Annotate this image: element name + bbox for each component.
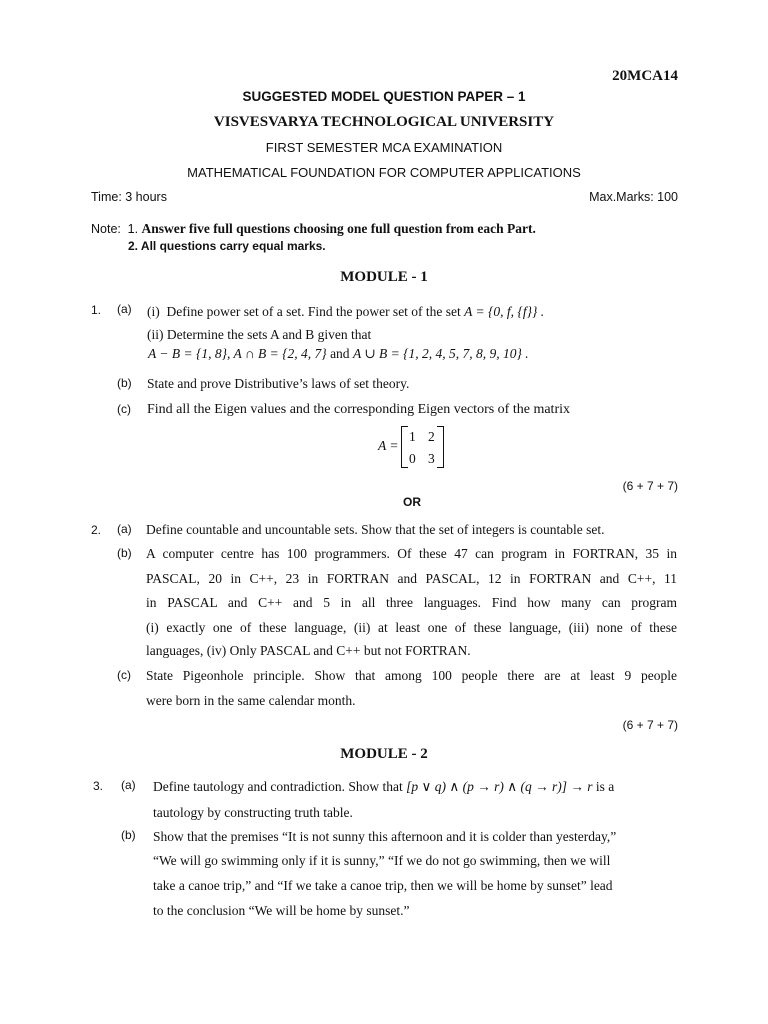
question-2c-label: (c)	[117, 668, 131, 682]
module-2-heading: MODULE - 2	[340, 746, 428, 762]
exam-time: Time: 3 hours	[91, 190, 167, 204]
question-3a-text-pre: Define tautology and contradiction. Show that	[153, 779, 403, 794]
paper-title: SUGGESTED MODEL QUESTION PAPER – 1	[242, 89, 526, 104]
question-3b-line-2: “We will go swimming only if it is sunny,” “If we do not go swimming, then we will	[153, 853, 611, 868]
subject-name: MATHEMATICAL FOUNDATION FOR COMPUTER APPLICATIONS	[187, 165, 581, 180]
matrix-left-bracket	[401, 426, 408, 468]
question-1a-i-text: Define power set of a set. Find the power set of the set	[166, 304, 461, 319]
question-1a-i-label: (i)	[147, 304, 160, 319]
note-label: Note:	[91, 222, 121, 236]
question-2-number: 2.	[91, 523, 102, 537]
question-1a-ii-sets	[148, 346, 529, 362]
question-3a-label: (a)	[121, 778, 136, 792]
note-1-number: 1.	[127, 222, 139, 236]
question-3a-line-2: tautology by constructing truth table.	[153, 805, 353, 820]
question-2-marks: (6 + 7 + 7)	[622, 718, 678, 732]
question-1a-i	[147, 304, 544, 320]
course-code: 20MCA14	[612, 68, 678, 84]
module-1-heading: MODULE - 1	[340, 269, 428, 285]
question-1-number: 1.	[91, 303, 102, 317]
matrix-cell-1-1: 1	[409, 429, 416, 444]
question-1b-label: (b)	[117, 376, 132, 390]
question-1-marks: (6 + 7 + 7)	[622, 479, 678, 493]
question-3-number: 3.	[93, 779, 104, 793]
university-name: VISVESVARYA TECHNOLOGICAL UNIVERSITY	[213, 114, 555, 130]
note-1-text: Answer five full questions choosing one full question from each Part.	[141, 221, 536, 236]
question-2c-line-1: State Pigeonhole principle. Show that among 100 people there are at least 9 people	[146, 668, 677, 683]
question-3b-line-4: to the conclusion “We will be home by sunset.”	[153, 903, 410, 918]
question-3b-label: (b)	[121, 828, 136, 842]
note-line-2: 2. All questions carry equal marks.	[128, 239, 326, 253]
question-2b-line-2: PASCAL, 20 in C++, 23 in FORTRAN and PASCAL, 12 in FORTRAN and C++, 11	[146, 571, 677, 586]
question-1a-ii-math-2: A ∪ B = {1, 2, 4, 5, 7, 8, 9, 10} .	[352, 346, 529, 361]
question-2a-label: (a)	[117, 522, 132, 536]
matrix-cell-1-2: 2	[428, 429, 435, 444]
question-2c-line-2: were born in the same calendar month.	[146, 693, 356, 708]
question-3b-line-1: Show that the premises “It is not sunny this afternoon and it is colder than yesterday,”	[153, 829, 617, 844]
question-2b-label: (b)	[117, 546, 132, 560]
question-2a-text: Define countable and uncountable sets. Show that the set of integers is countable set.	[146, 522, 605, 537]
matrix-lhs: A =	[378, 438, 399, 453]
question-3b-line-3: take a canoe trip,” and “If we take a canoe trip, then we will be home by sunset” lead	[153, 878, 613, 893]
question-3a-line-1	[153, 779, 614, 795]
question-1c-label: (c)	[117, 402, 131, 416]
question-2b-line-4: (i) exactly one of these language, (ii) at least one of these language, (iii) none of these	[146, 620, 677, 635]
or-separator: OR	[403, 495, 421, 509]
exam-name: FIRST SEMESTER MCA EXAMINATION	[265, 140, 503, 155]
question-1a-ii: (ii) Determine the sets A and B given that	[147, 327, 372, 342]
question-3a-text-post: is a	[595, 779, 615, 794]
question-3a-formula: [p ∨ q) ∧ (p → r) ∧ (q → r)] → r	[406, 779, 593, 794]
question-1a-label: (a)	[117, 302, 132, 316]
question-1b-text: State and prove Distributive’s laws of set theory.	[147, 376, 410, 391]
question-2b-line-5: languages, (iv) Only PASCAL and C++ but not FORTRAN.	[146, 643, 471, 658]
matrix-right-bracket	[437, 426, 444, 468]
question-1a-ii-math-1: A − B = {1, 8}, A ∩ B = {2, 4, 7}	[148, 346, 327, 361]
question-1a-i-math: A = {0, f, {f}} .	[464, 304, 545, 319]
question-1a-ii-and: and	[330, 346, 350, 361]
question-1c-text: Find all the Eigen values and the corresponding Eigen vectors of the matrix	[147, 402, 570, 417]
question-2b-line-3: in PASCAL and C++ and 5 in all three languages. Find how many can program	[146, 595, 677, 610]
matrix-cell-2-2: 3	[428, 451, 435, 466]
question-2b-line-1: A computer centre has 100 programmers. Of these 47 can program in FORTRAN, 35 in	[146, 546, 677, 561]
max-marks: Max.Marks: 100	[589, 190, 678, 204]
note-line-1	[91, 221, 536, 237]
matrix-cell-2-1: 0	[409, 451, 416, 466]
